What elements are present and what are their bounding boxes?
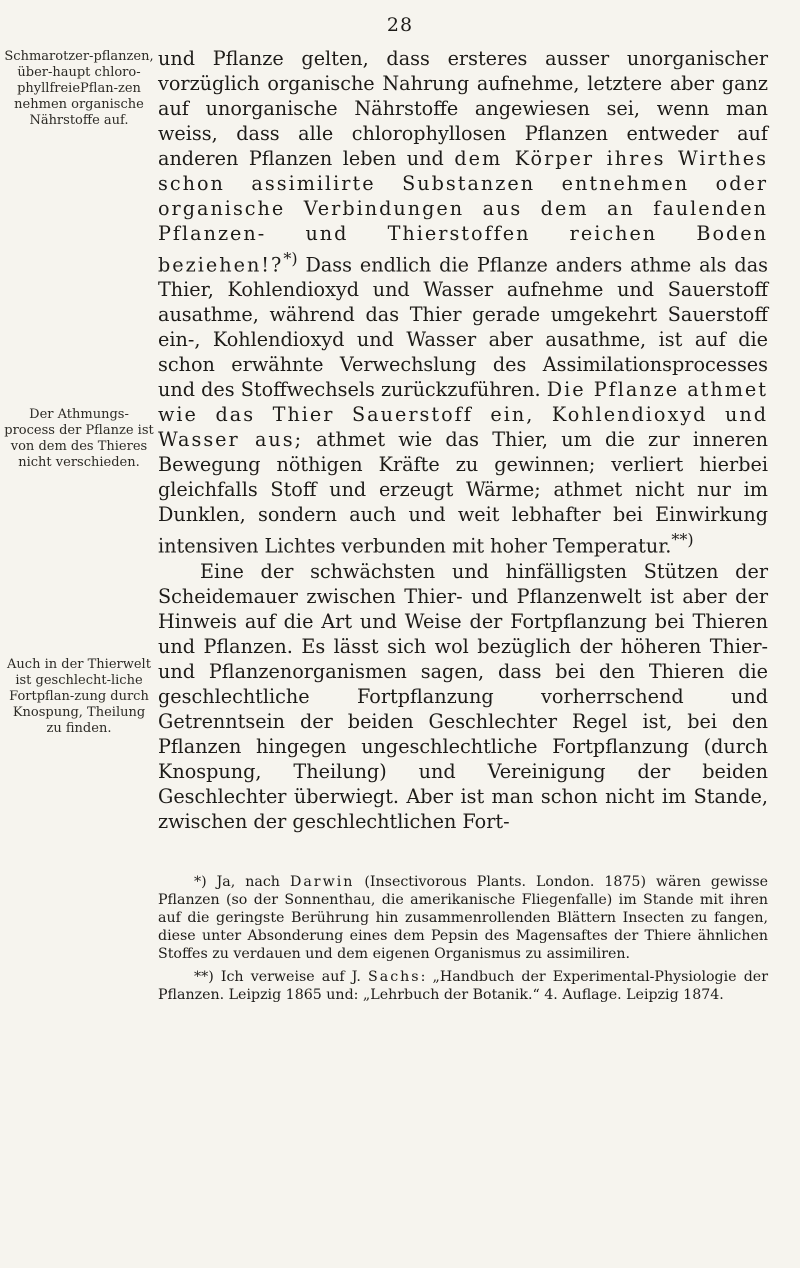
paragraph-1 [158,46,768,559]
paragraph-1-emphasis-b: Die Pflanze athmet wie das Thier Sauerstoff ein, Kohlendioxyd und Wasser aus; [158,378,768,452]
paragraph-1-text-a: und Pflanze gelten, dass ersteres ausser unorganischer vorzüglich organische Nahrung aufnehme, letztere aber ganz auf unorganische Nährstoffe angewiesen sei, wenn man weiss, dass alle chlorophyllosen Pflanzen entweder auf anderen Pflanzen leben und [158,47,768,170]
margin-note-reproduction: Auch in der Thierwelt ist geschlecht-liche Fortpflan-zung durch Knospung, Theilung zu finden. [7,657,151,736]
margin-note-respiration: Der Athmungs-process der Pflanze ist von dem des Thieres nicht verschieden. [4,407,154,470]
footnote-2 [158,968,768,1004]
footnote-2-post: : „Handbuch der Experimental-Physiologie der Pflanzen. Leipzig 1865 und: „Lehrbuch der Botanik.“ 4. Auflage. Leipzig 1874. [158,969,768,1003]
paragraph-1-text-c: athmet wie das Thier, um die zur inneren Bewegung nöthigen Kräfte zu gewinnen; verliert hierbei gleichfalls Stoff und erzeugt Wärme; athmet nicht nur im Dunklen, sondern auch und weit lebhafter bei Einwirkung intensiven Lichtes verbunden mit hoher Temperatur. [158,428,769,558]
footnote-1 [158,873,768,963]
footnote-1-post: (Insectivorous Plants. London. 1875) wären gewisse Pflanzen (so der Sonnenthau, die amerikanische Fliegenfalle) im Stande mit ihren auf die geringste Berührung hin zusammenrollenden Blättern Insecten zu fangen, diese unter Absonderung eines dem Pepsin des Magensaftes der Thiere ähnlichen Stoffes zu verdauen und dem eigenen Organismus zu assimiliren. [158,874,769,962]
paragraph-2: Eine der schwächsten und hinfälligsten Stützen der Scheidemauer zwischen Thier- und Pflanzenwelt ist aber der Hinweis auf die Art und Weise der Fortpflanzung bei Thieren und Pflanzen. Es lässt sich wol bezüglich der höheren Thier- und Pflanzenorganismen sagen, dass bei den Thieren die geschlechtliche Fortpflanzung vorherrschend und Getrenntsein der beiden Geschlechter Regel ist, bei den Pflanzen hingegen ungeschlechtliche Fortpflanzung (durch Knospung, Theilung) und Vereinigung der beiden Geschlechter überwiegt. Aber ist man schon nicht im Stande, zwischen der geschlechtlichen Fort- [158,559,768,833]
footnote-1-author: Darwin [289,874,355,890]
paragraph-1-text-b: Dass endlich die Pflanze anders athme als das Thier, Kohlendioxyd und Wasser aufnehme und Sauerstoff ausathme, während das Thier gerade umgekehrt Sauerstoff ein-, Kohlendioxyd und Wasser aber ausathme, ist auf die schon erwähnte Verwechslung des Assimilationsprocesses und des Stoffwechsels zurückzuführen. [158,253,768,402]
footnote-2-author: Sachs [368,969,421,985]
footnote-1-pre: *) Ja, nach [194,874,290,890]
paragraph-1-emphasis-a: dem Körper ihres Wirthes schon assimilirte Substanzen entnehmen oder organische Verbindungen aus dem an faulenden Pflanzen- und Thierstoffen reichen Boden beziehen!? [158,147,768,277]
footnote-ref-1: *) [283,249,298,268]
body-text [158,46,768,834]
footnote-2-pre: **) Ich verweise auf J. [194,969,369,985]
footnotes [158,873,768,1009]
page-number: 28 [386,14,414,36]
footnote-ref-2: **) [671,530,694,550]
margin-note-parasitic-plants: Schmarotzer-pflanzen, über-haupt chloro-phyllfreiePflan-zen nehmen organische Nährstoffe auf. [4,49,154,128]
